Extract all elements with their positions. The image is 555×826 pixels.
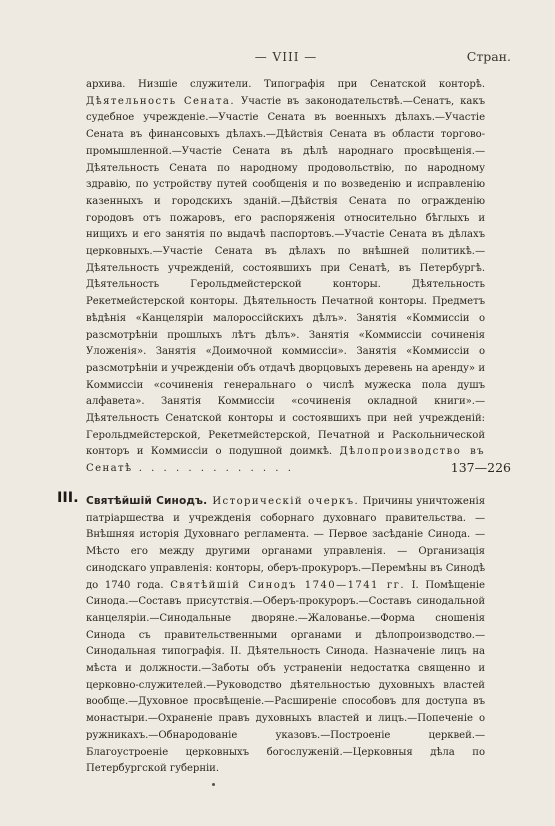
section-2-page-range: 137—226	[450, 460, 511, 475]
page-column-label: Стран.	[466, 49, 511, 64]
section-3-text-intro: Причины уничтоженiя патрiаршества и учрежденiя соборнаго духовнаго правительства. — Внѣшняя исторiя Духовнаго регламента. — Первое засѣданiе Синода. — Мѣсто его между другими органами управленiя. — Организацiя синодскаго управленiя: конторы, оберъ-прокуроръ.—Перемѣны въ Синодѣ до 1740 года.	[86, 496, 486, 591]
section-2-continuation	[86, 77, 485, 478]
section-2-spaced-ending: Дѣлопроизводство въ Сенатѣ	[86, 446, 485, 475]
section-3-title: Святѣйшiй Синодъ.	[86, 495, 208, 507]
section-3-numeral: III.	[57, 490, 79, 506]
section-2-paragraph	[86, 77, 485, 478]
section-2-spaced-heading: Дѣятельность Сената.	[86, 95, 235, 107]
section-2-text-intro: архива. Низшiе служители. Типографiя при Сенатской конторѣ.	[86, 79, 485, 90]
page-number: — VIII —	[254, 50, 318, 64]
section-3-spaced-heading: Историческiй очеркъ.	[207, 496, 360, 507]
section-3-text-body: I. Помѣщенiе Синода.—Составъ присутствiя.—Оберъ-прокуроръ.—Составъ синодальной канцелярiи.—Синодальные дворяне.—Жалованье.—Форма сношенiя Синода съ правительственными органами и дѣлопроизводство.—Синодальная типографiя. II. Дѣятельность Синода. Назначенiе лицъ на мѣста и должности.—Заботы объ устраненiи недостатка священно и церковно-служителей.—Руководство дѣятельностью духовныхъ властей вообще.—Духовное просвѣщенiе.—Расширенiе способовъ для доступа въ монастыри.—Охраненiе правъ духовныхъ властей и лицъ.—Попеченiе о ружникахъ.—Обнародованiе указовъ.—Построенiе церквей.—Благоустроенiе церковныхъ богослуженiй.—Церковныя дѣла по Петербургской губернiи.	[86, 579, 485, 775]
section-3-spaced-subheading: Святѣйшiй Синодъ 1740—1741 гг.	[170, 579, 405, 591]
leader-dots: . . . . . . . . . . . . .	[132, 463, 294, 475]
section-2-text-body: Участiе въ законодательствѣ.—Сенатъ, какъ судебное учрежденiе.—Участiе Сената въ военныхъ дѣлахъ.—Участiе Сената въ финансовыхъ дѣлахъ.—Дѣйствiя Сената въ области торгово-промышленной.—Участiе Сената въ дѣлѣ народнаго просвѣщенiя.—Дѣятельность Сената по народному продовольствiю, по народному здравiю, по устройству путей сообщенiя и по возведенiю и исправленiю казенныхъ и городскихъ зданiй.—Дѣйствiя Сената по огражденiю городовъ отъ пожаровъ, его распоряженiя относительно бѣглыхъ и нищихъ и его занятiя по выдачѣ паспортовъ.—Участiе Сената въ дѣлахъ церковныхъ.—Участiе Сената въ дѣлахъ по внѣшней политикѣ.—Дѣятельность учрежденiй, состоявшихъ при Сенатѣ, въ Петербургѣ. Дѣятельность Герольдмейстерской конторы. Дѣятельность Рекетмейстерской конторы. Дѣятельность Печатной конторы. Предметъ вѣдѣнiя «Канцелярiи малороссiйскихъ дѣлъ». Занятiя «Коммиссiи о разсмотрѣнiи прошлыхъ лѣтъ дѣлъ». Занятiя «Коммиссiи сочиненiя Уложенiя». Занятiя «Доимочной коммиссiи». Занятiя «Коммиссiи о разсмотрѣнiи и учрежденiи объ отдачѣ дворцовыхъ деревень на аренду» и Коммиссiи «сочиненiя генеральнаго о числѣ мужеска пола душъ алфавета». Занятiя Коммиссiи «сочиненiя окладной книги».—Дѣятельность Сенатской конторы и состоявшихъ при ней учрежденiй: Герольдмейстерской, Рекетмейстерской, Печатной и Раскольнической конторъ и Коммиссiи о подушной доимкѣ.	[86, 95, 486, 458]
section-3-entry	[86, 493, 485, 778]
section-3-paragraph	[86, 493, 485, 778]
paper-speck	[212, 783, 215, 786]
